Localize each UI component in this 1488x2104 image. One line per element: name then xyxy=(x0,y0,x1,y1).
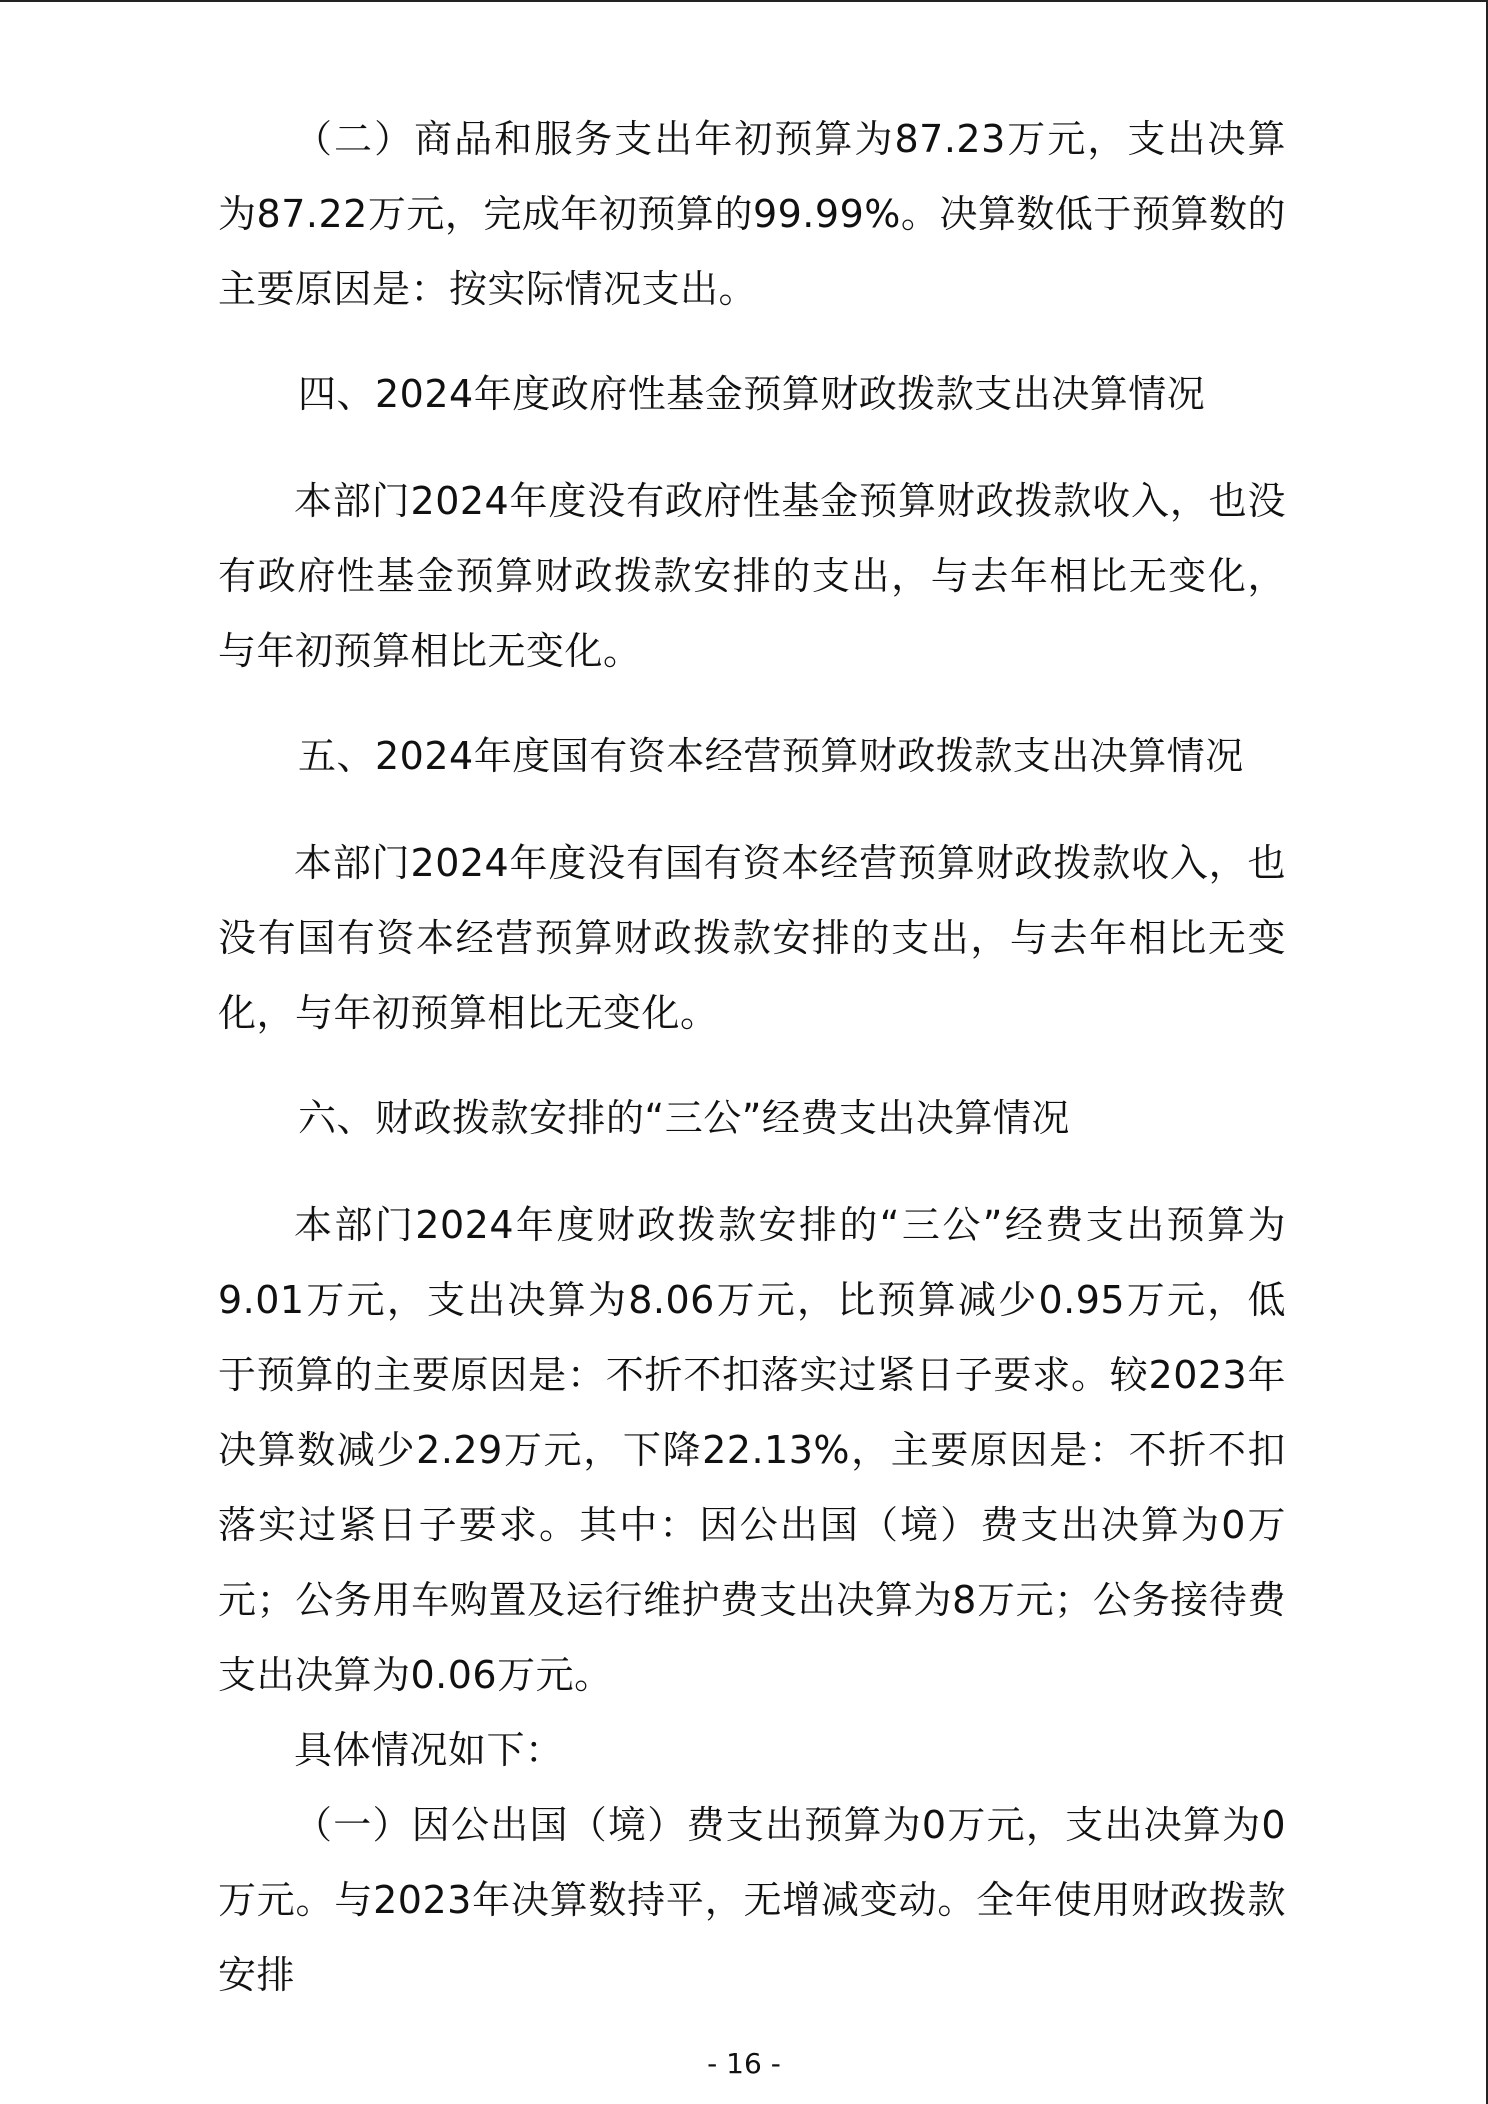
section-heading-4: 四、2024年度政府性基金预算财政拨款支出决算情况 xyxy=(298,372,1206,416)
paragraph-overseas-travel: （一）因公出国（境）费支出预算为0万元，支出决算为0万元。与2023年决算数持平，无增减变动。全年使用财政拨款安排 xyxy=(218,1803,1286,1997)
section-heading-6: 六、财政拨款安排的“三公”经费支出决算情况 xyxy=(298,1096,1070,1140)
document-body xyxy=(218,102,1286,2013)
section-heading-5: 五、2024年度国有资本经营预算财政拨款支出决算情况 xyxy=(298,734,1244,778)
paragraph-details-intro: 具体情况如下： xyxy=(294,1728,564,1772)
paragraph-three-public-expenses: 本部门2024年度财政拨款安排的“三公”经费支出预算为9.01万元，支出决算为8.06万元，比预算减少0.95万元，低于预算的主要原因是：不折不扣落实过紧日子要求。较2023年决算数减少2.29万元，下降22.13%，主要原因是：不折不扣落实过紧日子要求。其中：因公出国（境）费支出决算为0万元；公务用车购置及运行维护费支出决算为8万元；公务接待费支出决算为0.06万元。 xyxy=(218,1203,1286,1697)
paragraph-state-capital: 本部门2024年度没有国有资本经营预算财政拨款收入，也没有国有资本经营预算财政拨款安排的支出，与去年相比无变化，与年初预算相比无变化。 xyxy=(218,841,1286,1035)
page-number: - 16 - xyxy=(707,2047,781,2080)
paragraph-government-fund: 本部门2024年度没有政府性基金预算财政拨款收入，也没有政府性基金预算财政拨款安排的支出，与去年相比无变化，与年初预算相比无变化。 xyxy=(218,479,1286,673)
paragraph-goods-services: （二）商品和服务支出年初预算为87.23万元，支出决算为87.22万元，完成年初预算的99.99%。决算数低于预算数的主要原因是：按实际情况支出。 xyxy=(218,117,1286,311)
